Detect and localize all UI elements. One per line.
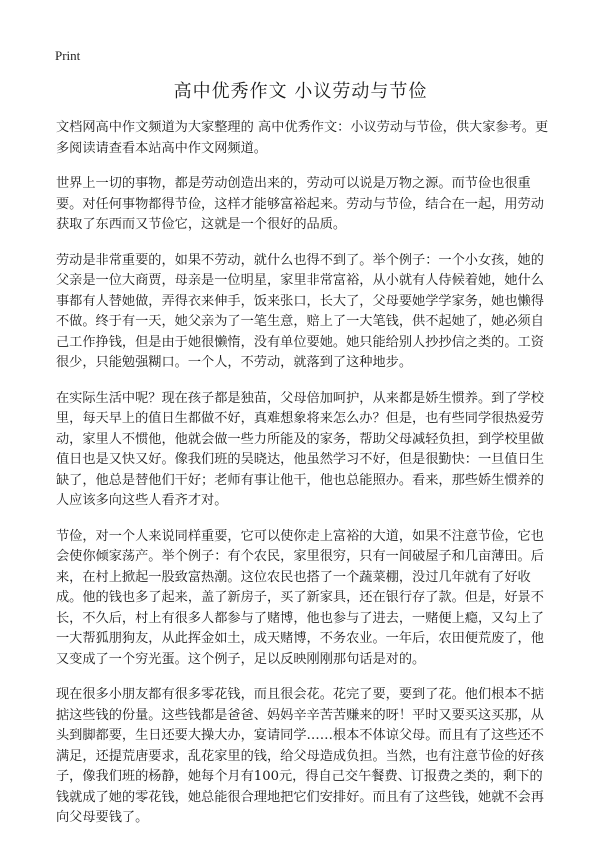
- paragraph-4: 节俭，对一个人来说同样重要，它可以使你走上富裕的大道，如果不注意节俭，它也会使你倾家荡产。举个例子：有个农民，家里很穷，只有一间破屋子和几亩薄田。后来，在村上掀起一股致富热潮。这位农民也搭了一个蔬菜棚，没过几年就有了好收成。他的钱也多了起来，盖了新房子，买了新家具，还在银行存了款。但是，好景不长，不久后，村上有很多人都参与了赌博，他也参与了进去，一赌便上瘾，又勾上了一大帮狐朋狗友，从此挥金如土，成天赌博，不务农业。一年后，农田便荒废了，他又变成了一个穷光蛋。这个例子，足以反映刚刚那句话是对的。: [56, 528, 544, 667]
- paragraph-2: 劳动是非常重要的，如果不劳动，就什么也得不到了。举个例子：一个小女孩，她的父亲是一位大商贾，母亲是一位明星，家里非常富裕，从小就有人侍候着她，她什么事都有人替她做，弄得衣来伸手，饭来张口，长大了，父母要她学学家务，她也懒得不做。终于有一天，她父亲为了一笔生意，赔上了一大笔钱，供不起她了，她必须自己工作挣钱，但是由于她很懒惰，没有单位要她。她只能给别人抄抄信之类的。工资很少，只能勉强糊口。一个人，不劳动，就落到了这种地步。: [56, 252, 544, 370]
- article-title: 高中优秀作文 小议劳动与节俭: [173, 81, 428, 102]
- paragraph-1: 世界上一切的事物，都是劳动创造出来的，劳动可以说是万物之源。而节俭也很重要。对任何事物都得节俭，这样才能够富裕起来。劳动与节俭，结合在一起，用劳动获取了东西而又节俭它，这就是一个很好的品质。: [56, 176, 544, 232]
- article-body: [56, 118, 550, 844]
- print-link[interactable]: Print: [55, 48, 81, 63]
- paragraph-3: 在实际生活中呢？现在孩子都是独苗，父母倍加呵护，从来都是娇生惯养。到了学校里，每天早上的值日生都做不好，真难想象将来怎么办？但是，也有些同学很热爱劳动，家里人不惯他，他就会做一些力所能及的家务，帮助父母减轻负担，到学校里做值日也是又快又好。像我们班的吴晓达，他虽然学习不好，但是很勤快：一旦值日生缺了，他总是替他们干好；老师有事让他干，他也总能照办。看来，那些娇生惯养的人应该多向这些人看齐才对。: [56, 390, 544, 508]
- paragraph-intro: 文档网高中作文频道为大家整理的 高中优秀作文：小议劳动与节俭，供大家参考。更多阅读请查看本站高中作文网频道。: [56, 120, 549, 156]
- paragraph-5: 现在很多小朋友都有很多零花钱，而且很会花。花完了要，要到了花。他们根本不掂掂这些钱的份量。这些钱都是爸爸、妈妈辛辛苦苦赚来的呀！平时又要买这买那，从头到脚都要，生日还要大操大办，宴请同学……根本不体谅父母。而且有了这些还不满足，还提荒唐要求，乱花家里的钱，给父母造成负担。当然，也有注意节俭的好孩子，像我们班的杨静，她每个月有100元，得自己交午餐费、订报费之类的，剩下的钱就成了她的零花钱，她总能很合理地把它们安排好。而且有了这些钱，她就不会再向父母要钱了。: [56, 687, 544, 825]
